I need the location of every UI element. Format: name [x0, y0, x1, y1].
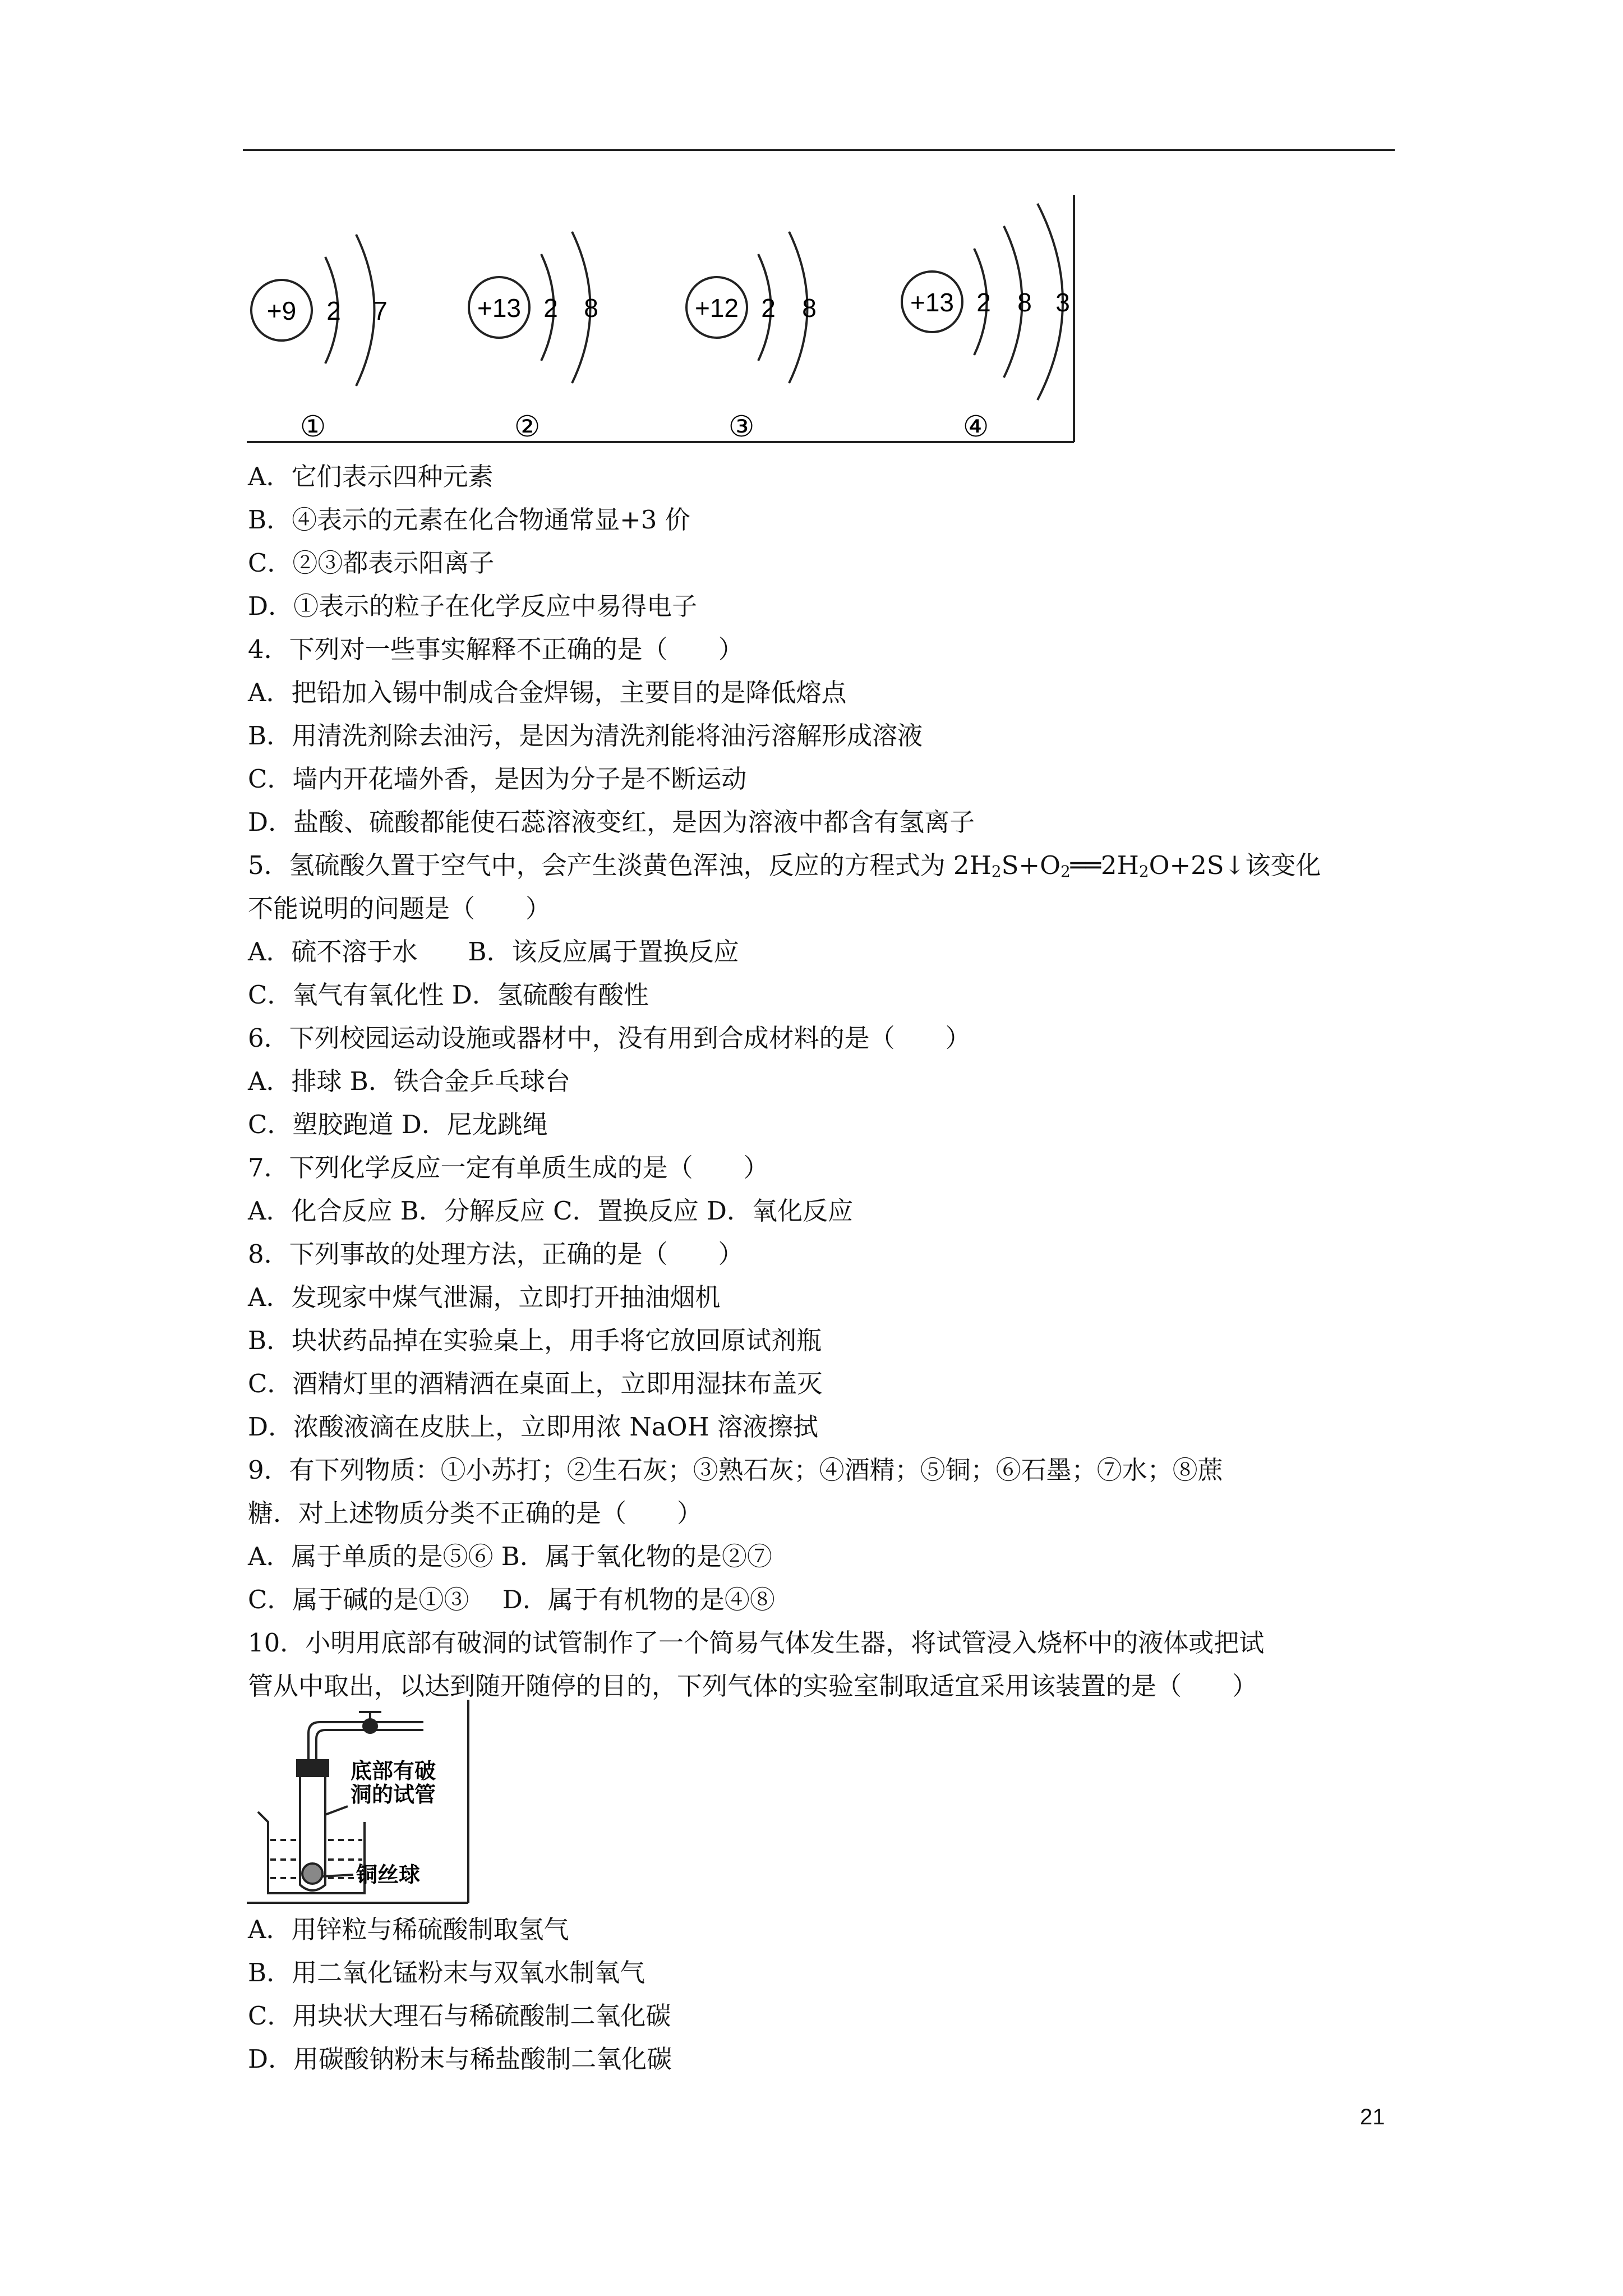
- atom-diagram-2: [469, 232, 598, 444]
- q8-option-c: C．酒精灯里的酒精洒在桌面上，立即用湿抹布盖灭: [248, 1369, 823, 1398]
- tube-label-line2: 洞的试管: [351, 1782, 436, 1807]
- q5-stem-line2: 不能说明的问题是（ ）: [248, 894, 551, 923]
- q10-option-d: D．用碳酸钠粉末与稀盐酸制二氧化碳: [248, 2044, 672, 2074]
- q9-stem-line1: 9．有下列物质：①小苏打；②生石灰；③熟石灰；④酒精；⑤铜；⑥石墨；⑦水；⑧蔗: [248, 1455, 1223, 1485]
- q5-stem-part: S+O: [1001, 850, 1061, 880]
- atom-4-label: ④: [962, 410, 989, 444]
- atom-1-shell-1: 2: [326, 296, 341, 325]
- q8-option-b: B．块状药品掉在实验桌上，用手将它放回原试剂瓶: [248, 1326, 822, 1355]
- q5-options-ab: A．硫不溶于水 B．该反应属于置换反应: [248, 937, 739, 967]
- q5-stem-part: 5．氢硫酸久置于空气中，会产生淡黄色浑浊，反应的方程式为 2H: [248, 850, 992, 880]
- q9-options-ab: A．属于单质的是⑤⑥ B．属于氧化物的是②⑦: [248, 1542, 772, 1571]
- atom-4-shell-2: 8: [1017, 288, 1032, 317]
- q3-option-c: C．②③都表示阳离子: [248, 548, 495, 578]
- q7-options: A．化合反应 B．分解反应 C．置换反应 D．氧化反应: [248, 1196, 853, 1226]
- q4-option-d: D．盐酸、硫酸都能使石蕊溶液变红，是因为溶液中都含有氢离子: [248, 807, 975, 837]
- page-number: 21: [1360, 2105, 1385, 2129]
- q5-stem: [248, 849, 1321, 882]
- atom-4-shell-1: 2: [976, 288, 991, 317]
- q3-option-b: B．④表示的元素在化合物通常显+3 价: [248, 505, 690, 535]
- atom-structure-figure: [247, 195, 1077, 448]
- atom-2-shell-1: 2: [543, 293, 558, 323]
- q5-sub: 2: [1061, 862, 1071, 881]
- q5-sub: 2: [1138, 862, 1149, 881]
- q10-stem-line1: 10．小明用底部有破洞的试管制作了一个简易气体发生器，将试管浸入烧杯中的液体或把试: [248, 1628, 1265, 1658]
- q4-option-b: B．用清洗剂除去油污，是因为清洗剂能将油污溶解形成溶液: [248, 721, 923, 751]
- q8-option-d: D．浓酸液滴在皮肤上，立即用浓 NaOH 溶液擦拭: [248, 1412, 819, 1442]
- q5-options-cd: C．氧气有氧化性 D．氢硫酸有酸性: [248, 980, 649, 1010]
- atom-2-nucleus: +13: [477, 293, 522, 323]
- q6-options-cd: C．塑胶跑道 D．尼龙跳绳: [248, 1110, 548, 1139]
- q4-option-a: A．把铅加入锡中制成合金焊锡，主要目的是降低熔点: [248, 678, 847, 707]
- q9-options-cd: C．属于碱的是①③ D．属于有机物的是④⑧: [248, 1585, 775, 1614]
- atom-diagram-3: [686, 232, 817, 444]
- q10-stem-line2: 管从中取出，以达到随开随停的目的，下列气体的实验室制取适宜采用该装置的是（ ）: [248, 1671, 1258, 1701]
- atom-1-nucleus: +9: [266, 296, 297, 325]
- q8-stem: 8．下列事故的处理方法，正确的是（ ）: [248, 1239, 744, 1269]
- gas-generator-figure: [247, 1700, 471, 1907]
- q7-stem: 7．下列化学反应一定有单质生成的是（ ）: [248, 1153, 769, 1182]
- atom-4-nucleus: +13: [910, 288, 955, 317]
- q6-stem: 6．下列校园运动设施或器材中，没有用到合成材料的是（ ）: [248, 1023, 971, 1053]
- header-rule: [243, 149, 1395, 151]
- q5-stem-part: O+2S↓该变化: [1149, 850, 1321, 880]
- q4-stem: 4．下列对一些事实解释不正确的是（ ）: [248, 634, 744, 664]
- q3-option-a: A．它们表示四种元素: [248, 462, 494, 491]
- q3-option-d: D．①表示的粒子在化学反应中易得电子: [248, 591, 698, 621]
- ball-label: 铜丝球: [356, 1862, 421, 1887]
- atom-4-shell-3: 3: [1055, 288, 1070, 317]
- atom-2-label: ②: [514, 410, 541, 444]
- q5-sub: 2: [991, 862, 1002, 881]
- q4-option-c: C．墙内开花墙外香，是因为分子是不断运动: [248, 764, 747, 794]
- q10-option-a: A．用锌粒与稀硫酸制取氢气: [248, 1915, 569, 1944]
- atom-3-label: ③: [728, 410, 755, 444]
- atom-3-shell-2: 8: [802, 293, 817, 323]
- tube-label-line1: 底部有破: [351, 1758, 436, 1783]
- q9-stem-line2: 糖．对上述物质分类不正确的是（ ）: [248, 1498, 703, 1528]
- atom-2-shell-2: 8: [584, 293, 598, 323]
- atom-diagram-1: [251, 234, 388, 444]
- atom-1-label: ①: [299, 410, 326, 444]
- q5-stem-part: ══2H: [1070, 850, 1139, 880]
- q6-options-ab: A．排球 B．铁合金乒乓球台: [248, 1066, 570, 1096]
- atom-diagram-4: [902, 204, 1070, 444]
- atom-1-shell-2: 7: [373, 296, 388, 325]
- atom-3-shell-1: 2: [761, 293, 776, 323]
- q8-option-a: A．发现家中煤气泄漏，立即打开抽油烟机: [248, 1282, 721, 1312]
- atom-3-nucleus: +12: [694, 293, 739, 323]
- q10-option-c: C．用块状大理石与稀硫酸制二氧化碳: [248, 2001, 671, 2031]
- q10-option-b: B．用二氧化锰粉末与双氧水制氧气: [248, 1958, 645, 1987]
